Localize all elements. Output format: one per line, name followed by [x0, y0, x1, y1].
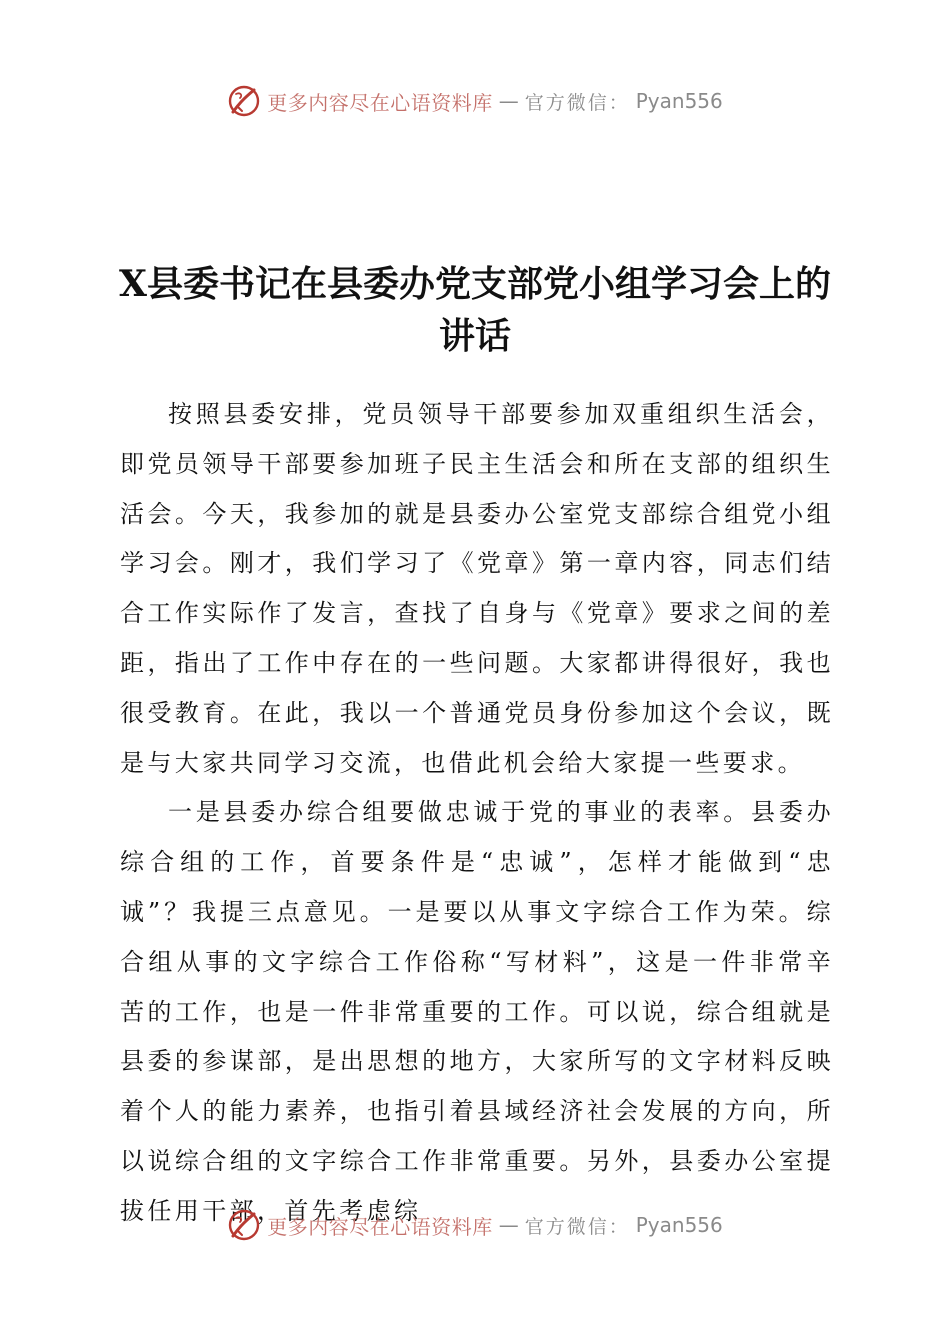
- document-title: [100, 258, 850, 362]
- paragraph-2: 一是县委办综合组要做忠诚于党的事业的表率。县委办综合组的工作，首要条件是“忠诚”，怎样才能做到“忠诚”？我提三点意见。一是要以从事文字综合工作为荣。综合组从事的文字综合工作俗称“写材料”，这是一件非常辛苦的工作，也是一件非常重要的工作。可以说，综合组就是县委的参谋部，是出思想的地方，大家所写的文字材料反映着个人的能力素养，也指引着县域经济社会发展的方向，所以说综合组的文字综合工作非常重要。另外，县委办公室提拔任用干部，首先考虑综: [120, 798, 834, 1225]
- watermark-separator: —: [498, 89, 519, 113]
- watermark-id-text: Pyan556: [635, 1213, 723, 1237]
- pen-circle-logo-icon: [227, 1208, 261, 1242]
- title-line-1: X县委书记在县委办党支部党小组学习会上的: [119, 263, 831, 305]
- watermark-separator: —: [498, 1213, 519, 1237]
- title-line-2: 讲话: [438, 315, 511, 357]
- watermark-main-text: 更多内容尽在心语资料库: [267, 1214, 493, 1239]
- watermark-id-text: Pyan556: [635, 89, 723, 113]
- watermark-sub-text: 官方微信：: [524, 91, 630, 114]
- footer-watermark: [0, 1208, 950, 1242]
- document-body: [120, 390, 834, 1237]
- pen-circle-logo-icon: [227, 84, 261, 118]
- paragraph-1: 按照县委安排，党员领导干部要参加双重组织生活会，即党员领导干部要参加班子民主生活会和所在支部的组织生活会。今天，我参加的就是县委办公室党支部综合组党小组学习会。刚才，我们学习了《党章》第一章内容，同志们结合工作实际作了发言，查找了自身与《党章》要求之间的差距，指出了工作中存在的一些问题。大家都讲得很好，我也很受教育。在此，我以一个普通党员身份参加这个会议，既是与大家共同学习交流，也借此机会给大家提一些要求。: [120, 400, 834, 777]
- watermark-main-text: 更多内容尽在心语资料库: [267, 90, 493, 115]
- header-watermark: [0, 84, 950, 118]
- watermark-sub-text: 官方微信：: [524, 1215, 630, 1238]
